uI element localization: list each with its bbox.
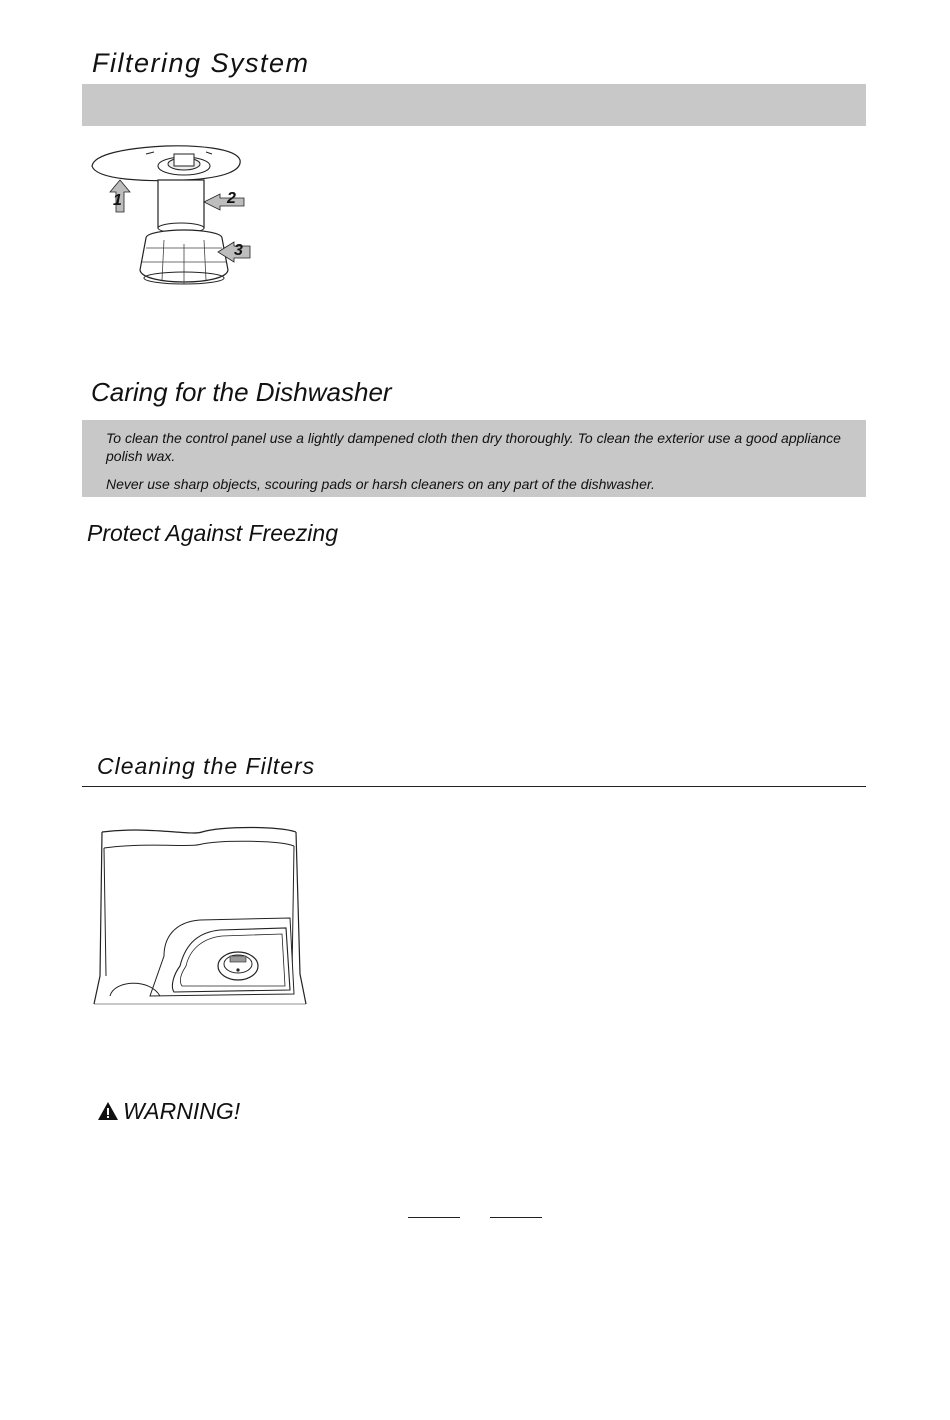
freezing-title: Protect Against Freezing [87,520,338,546]
figure-label-1: 1 [113,192,122,209]
figure-label-2: 2 [227,190,236,207]
underline-stub-1 [408,1217,460,1218]
caring-paragraph-1: To clean the control panel use a lightly dampened cloth then dry thoroughly. To clean the exterior use a good appliance polish wax. [106,430,841,464]
cleaning-filters-rule [82,786,866,787]
caring-title: Caring for the Dishwasher [91,377,392,407]
caring-paragraph-2: Never use sharp objects, scouring pads or harsh cleaners on any part of the dishwasher. [106,476,655,492]
warning-triangle-icon [97,1101,119,1121]
underline-stub-2 [490,1217,542,1218]
caring-band [82,420,866,497]
warning-title: WARNING! [123,1097,241,1124]
cleaning-filters-title: Cleaning the Filters [97,753,316,779]
filter-assembly-figure [86,140,266,292]
filter-assembly-drawing [86,140,266,292]
warning-heading [97,1097,240,1125]
filtering-system-band [82,84,866,126]
filtering-system-title: Filtering System [92,48,310,78]
tub-filter-drawing [90,826,312,1008]
tub-filter-figure [90,826,312,1008]
figure-label-3: 3 [234,242,243,259]
